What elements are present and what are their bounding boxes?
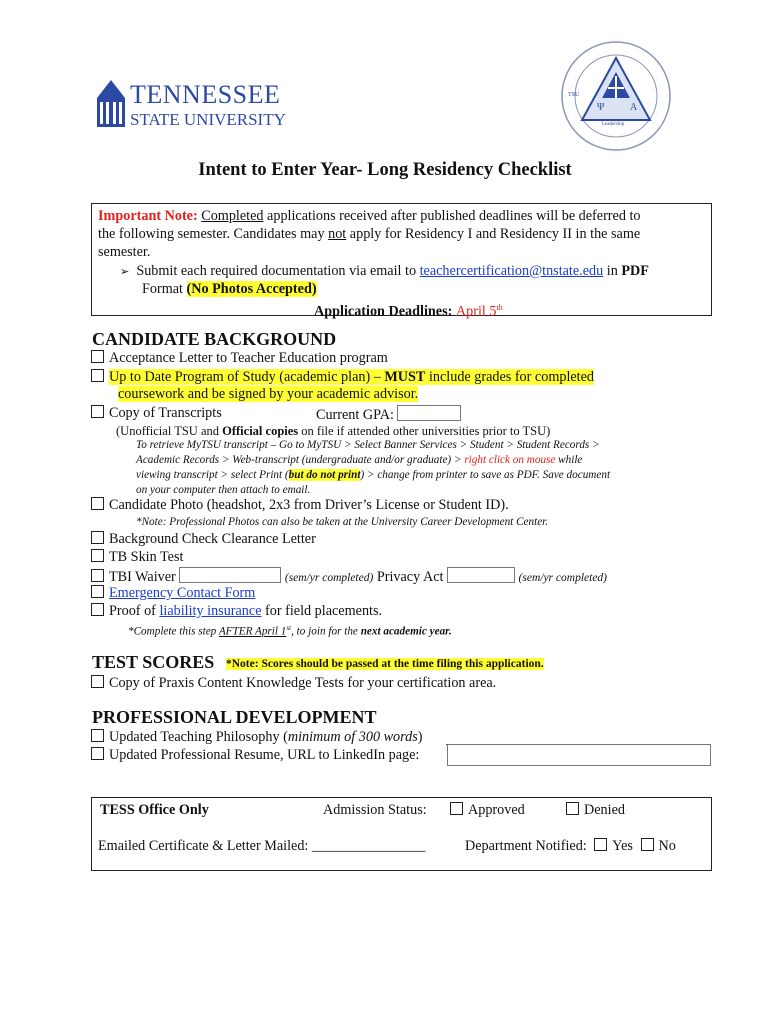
proof-item	[91, 603, 382, 620]
program-checkbox[interactable]	[91, 369, 104, 382]
retrieve-line1: To retrieve MyTSU transcript – Go to MyTSU > Select Banner Services > Student > Student Records >	[136, 439, 600, 451]
not-text: not	[328, 226, 347, 242]
program-item	[91, 369, 594, 386]
note-line1-rest: applications received after published deadlines will be deferred to	[263, 208, 641, 224]
transcripts-checkbox[interactable]	[91, 405, 104, 418]
test-note	[226, 656, 544, 673]
official-copies: Official copies	[222, 424, 299, 438]
background-label: Background Check Clearance Letter	[109, 531, 316, 547]
logo-line2: STATE UNIVERSITY	[130, 110, 286, 129]
photo-label: Candidate Photo (headshot, 2x3 from Driver’s License or Student ID).	[109, 497, 509, 513]
retrieve3-b: ) > change from printer to save as PDF. Save document	[360, 469, 611, 481]
note-line2	[98, 226, 640, 243]
right-click-text: right click on mouse	[464, 454, 556, 466]
program-label-a: Up to Date Program of Study (academic plan) –	[109, 369, 385, 385]
unofficial-a: (Unofficial TSU and	[116, 424, 223, 438]
proof-b: for field placements.	[261, 603, 383, 619]
seal-letter-right: A	[630, 102, 638, 113]
background-item	[91, 531, 316, 548]
tb-checkbox[interactable]	[91, 549, 104, 562]
test-note-text: *Note: Scores should be passed at the time filing this application.	[226, 658, 544, 670]
praxis-item	[91, 675, 496, 692]
seal-tsu-text: TSU	[568, 92, 580, 98]
resume-item	[91, 747, 419, 764]
privacy-label: Privacy Act	[376, 569, 444, 585]
approved-item	[450, 802, 525, 819]
emergency-item	[91, 585, 255, 602]
office-title: TESS Office Only	[100, 802, 209, 818]
test-heading: TEST SCORES	[92, 652, 215, 672]
program-label-c: coursework and be signed by your academic advisor.	[118, 386, 419, 402]
prof-heading: PROFESSIONAL DEVELOPMENT	[92, 707, 377, 727]
retrieve-line3	[136, 468, 610, 483]
important-note-box	[91, 203, 712, 320]
retrieve2-a: Academic Records > Web-transcript (undergraduate and/or graduate) >	[136, 454, 465, 466]
email-link[interactable]: teachercertification@tnstate.edu	[419, 263, 604, 279]
resume-checkbox[interactable]	[91, 747, 104, 760]
note-line2-b: apply for Residency I and Residency II in the same	[346, 226, 641, 242]
pdf-text: PDF	[621, 263, 649, 279]
no-checkbox[interactable]	[641, 838, 654, 851]
privacy-semyr: (sem/yr completed)	[518, 572, 607, 584]
praxis-label: Copy of Praxis Content Knowledge Tests for your certification area.	[109, 675, 497, 691]
approved-label: Approved	[468, 802, 525, 818]
tb-item	[91, 549, 183, 566]
unofficial-b: on file if attended other universities prior to TSU)	[298, 424, 551, 438]
gpa-input[interactable]	[397, 405, 461, 421]
philosophy-a: Updated Teaching Philosophy (	[109, 729, 288, 745]
acceptance-checkbox[interactable]	[91, 350, 104, 363]
bullet-text: Submit each required documentation via email to	[136, 263, 420, 279]
linkedin-url-input[interactable]	[447, 744, 711, 766]
tbi-semyr: (sem/yr completed)	[284, 572, 374, 584]
deadline-value: April 5	[455, 303, 497, 320]
philosophy-item	[91, 729, 423, 746]
bullet-in: in	[603, 263, 622, 279]
photo-checkbox[interactable]	[91, 497, 104, 510]
philosophy-b: minimum of 300 words	[287, 729, 418, 745]
tbi-date-input[interactable]	[179, 567, 281, 583]
college-seal	[560, 40, 672, 152]
complete-b: , to join for the	[291, 625, 361, 638]
denied-checkbox[interactable]	[566, 802, 579, 815]
acceptance-label: Acceptance Letter to Teacher Education program	[109, 350, 388, 366]
denied-item	[566, 802, 625, 819]
retrieve2-b: while	[555, 454, 583, 466]
logo-line1: TENNESSEE	[130, 80, 281, 109]
photo-item	[91, 497, 509, 514]
format-text: Format	[142, 281, 187, 297]
emergency-link[interactable]: Emergency Contact Form	[109, 585, 256, 601]
background-checkbox[interactable]	[91, 531, 104, 544]
seal-letter-left: Ψ	[597, 102, 605, 113]
tb-label: TB Skin Test	[109, 549, 184, 565]
tsu-building-icon	[96, 80, 126, 128]
gpa-label: Current GPA:	[316, 407, 394, 423]
no-label: No	[658, 838, 676, 854]
note-line3: semester.	[98, 244, 151, 260]
deadline-line	[314, 299, 503, 321]
candidate-heading: CANDIDATE BACKGROUND	[92, 329, 337, 349]
dept-label: Department Notified:	[465, 838, 587, 854]
transcripts-label: Copy of Transcripts	[109, 405, 222, 421]
emailed-line: Emailed Certificate & Letter Mailed: ________________	[98, 838, 426, 854]
program-item-cont	[118, 386, 418, 403]
resume-label: Updated Professional Resume, URL to LinkedIn page:	[109, 747, 420, 763]
denied-label: Denied	[584, 802, 625, 818]
note-bullet	[120, 263, 649, 281]
approved-checkbox[interactable]	[450, 802, 463, 815]
emergency-checkbox[interactable]	[91, 585, 104, 598]
tbi-checkbox[interactable]	[91, 569, 104, 582]
complete-note	[128, 621, 452, 640]
yes-checkbox[interactable]	[594, 838, 607, 851]
tbi-item	[91, 567, 607, 587]
important-label: Important Note:	[98, 208, 198, 224]
must-text: MUST	[384, 369, 426, 385]
acceptance-item	[91, 350, 388, 367]
liability-link[interactable]: liability insurance	[159, 603, 262, 619]
praxis-checkbox[interactable]	[91, 675, 104, 688]
retrieve3-a: viewing transcript > select Print (	[136, 469, 289, 481]
retrieve-line4: on your computer then attach to email.	[136, 484, 311, 496]
deadline-label: Application Deadlines:	[314, 303, 456, 320]
program-label-b: include grades for completed	[425, 369, 595, 385]
complete-a: *Complete this step	[128, 625, 219, 638]
after-text: AFTER April 1	[218, 625, 287, 638]
yes-label: Yes	[612, 838, 633, 854]
admission-label: Admission Status:	[323, 802, 427, 818]
transcripts-item	[91, 405, 222, 422]
not-print-text: but do not print	[288, 469, 361, 481]
privacy-date-input[interactable]	[447, 567, 515, 583]
arrow-bullet-icon: ➢	[120, 266, 130, 278]
next-year-text: next academic year.	[360, 625, 452, 638]
note-line2-a: the following semester. Candidates may	[98, 226, 329, 242]
seal-bottom-text: Leadership	[602, 122, 625, 127]
completed-text: Completed	[201, 208, 264, 224]
no-photos-text: (No Photos Accepted)	[186, 281, 317, 297]
after-sup: st	[286, 624, 292, 632]
dept-notified	[465, 838, 676, 855]
gpa-group	[316, 405, 461, 424]
philosophy-checkbox[interactable]	[91, 729, 104, 742]
philosophy-c: )	[417, 729, 423, 745]
proof-a: Proof of	[109, 603, 160, 619]
note-format	[142, 281, 317, 298]
proof-checkbox[interactable]	[91, 603, 104, 616]
deadline-sup: th	[496, 303, 503, 312]
tsu-logo	[96, 80, 296, 130]
retrieve-line2	[136, 453, 582, 468]
note-line1	[98, 208, 641, 225]
tbi-label: TBI Waiver	[109, 569, 176, 585]
office-box	[91, 797, 712, 871]
photo-note: *Note: Professional Photos can also be taken at the University Career Development Center.	[136, 516, 549, 528]
page-title: Intent to Enter Year- Long Residency Checklist	[198, 160, 572, 180]
